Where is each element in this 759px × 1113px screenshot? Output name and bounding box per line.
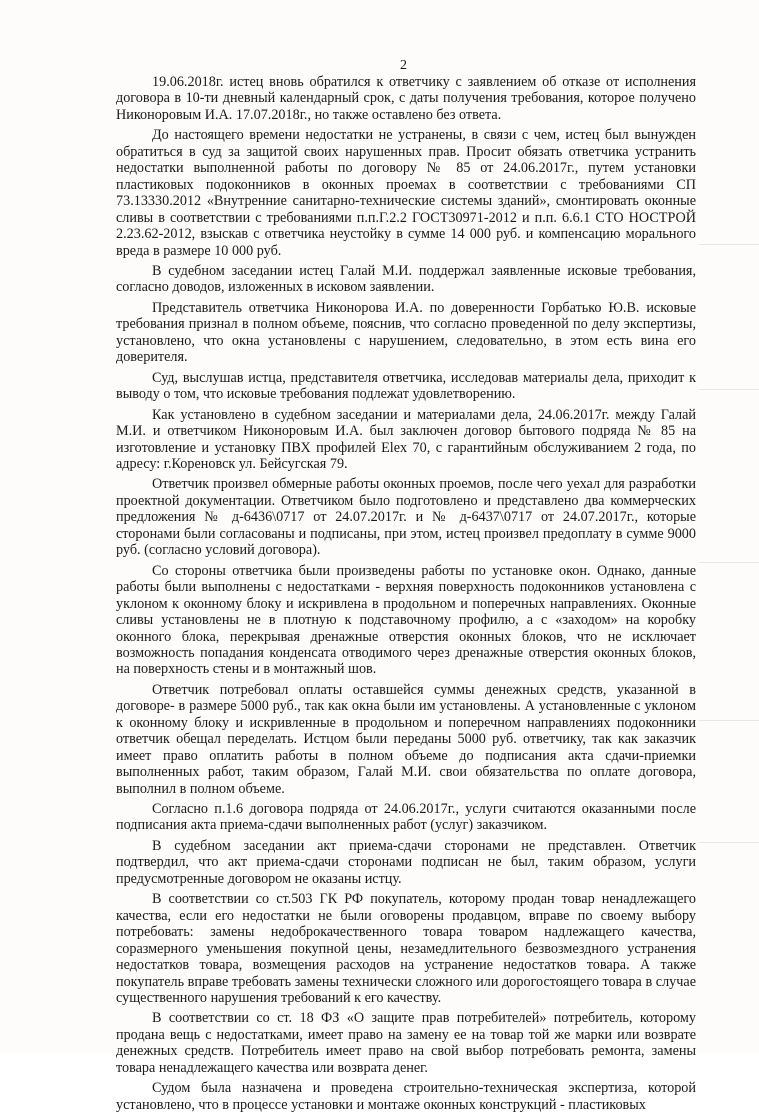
show-through-mark [699, 389, 759, 390]
paragraph: Суд, выслушав истца, представителя ответчика, исследовав материалы дела, приходит к выводу о том, что исковые требования подлежат удовлетворению. [116, 369, 696, 403]
paragraph: Как установлено в судебном заседании и материалами дела, 24.06.2017г. между Галай М.И. и ответчиком Никоноровым И.А. был заключен договор бытового подряда № 85 на изготовление и установку ПВХ профилей Elex 70, с гарантийным обслуживанием 2 года, по адресу: г.Кореновск ул. Бейсугская 79. [116, 406, 696, 472]
document-body [116, 74, 696, 1113]
show-through-mark [699, 842, 759, 843]
paragraph: Согласно п.1.6 договора подряда от 24.06.2017г., услуги считаются оказанными после подписания акта приема-сдачи выполненных работ (услуг) заказчиком. [116, 801, 696, 834]
show-through-mark [699, 244, 759, 245]
paragraph: Ответчик потребовал оплаты оставшейся суммы денежных средств, указанной в договоре- в размере 5000 руб., так как окна были им установлены. А установленные с уклоном к оконному блоку и искривленные в продольном и поперечном направлениях подоконники ответчик обещал переделать. Истцом были переданы 5000 руб. ответчику, так как заказчик имеет право оплатить работы в полном объеме до подписания акта сдачи-приемки выполненных работ, таким образом, Галай М.И. свои обязательства по оплате договора, выполнил в полном объеме. [116, 681, 696, 797]
page-number: 2 [400, 58, 407, 73]
paragraph: В судебном заседании истец Галай М.И. поддержал заявленные исковые требования, согласно доводов, изложенных в исковом заявлении. [116, 262, 696, 296]
paragraph: В соответствии со ст. 18 ФЗ «О защите прав потребителей» потребитель, которому продана вещь с недостатками, имеет право на замену ее на товар той же марки или возврате денежных средств. Потребитель имеет право на свой выбор потребовать ремонта, замены товара ненадлежащего качества или возврата денег. [116, 1010, 696, 1076]
paragraph: Ответчик произвел обмерные работы оконных проемов, после чего уехал для разработки проектной документации. Ответчиком было подготовлено и представлено два коммерческих предложения № д-6436\0717 от 24.07.2017г. и № д-6437\0717 от 24.07.2017г., которые сторонами были согласованы и подписаны, при этом, истец произвел предоплату в сумме 9000 руб. (согласно условий договора). [116, 476, 696, 559]
paragraph: Представитель ответчика Никонорова И.А. по доверенности Горбатько Ю.В. исковые требования признал в полном объеме, пояснив, что согласно проведенной по делу экспертизы, установлено, что окна установлены с нарушением, следовательно, в этом есть вина его доверителя. [116, 299, 696, 366]
paragraph: 19.06.2018г. истец вновь обратился к ответчику с заявлением об отказе от исполнения договора в 10-ти дневный календарный срок, с даты получения требования, которое получено Никоноровым И.А. 17.07.2018г., но также оставлено без ответа. [116, 74, 696, 123]
paragraph: До настоящего времени недостатки не устранены, в связи с чем, истец был вынужден обратиться в суд за защитой своих нарушенных прав. Просит обязать ответчика устранить недостатки выполненной работы по договору № 85 от 24.06.2017г., путем установки пластиковых подоконников в оконных проемах в соответствии с требованиями СП 73.13330.2012 «Внутренние санитарно-технические системы зданий», смонтировать оконные сливы в соответствии с требованиями п.п.Г.2.2 ГОСТ30971-2012 и п.п. 6.6.1 СТО НОСТРОЙ 2.23.62-2012, взыскав с ответчика неустойку в сумме 14 000 руб. и компенсацию морального вреда в размере 10 000 руб. [116, 127, 696, 259]
show-through-mark [699, 720, 759, 721]
paragraph: Со стороны ответчика были произведены работы по установке окон. Однако, данные работы были выполнены с недостатками - верхняя поверхность подоконников установлена с уклоном к оконному блоку и искривлена в продольном и поперечных направлениях. Оконные сливы установлены не в плотную к подставочному профилю, а с «заходом» на коробку оконного блока, перекрывая дренажные отверстия оконных блоков, что не исключает возможность попадания конденсата отводимого через дренажные отверстия оконных блоков, на поверхность стены и в монтажный шов. [116, 562, 696, 678]
paragraph: В судебном заседании акт приема-сдачи сторонами не представлен. Ответчик подтвердил, что акт приема-сдачи сторонами подписан не был, таким образом, услуги предусмотренные договором не оказаны истцу. [116, 837, 696, 887]
show-through-mark [699, 562, 759, 563]
paragraph: В соответствии со ст.503 ГК РФ покупатель, которому продан товар ненадлежащего качества, если его недостатки не были оговорены продавцом, вправе по своему выбору потребовать: замены недоброкачественного товара товаром надлежащего качества, соразмерного уменьшения покупной цены, незамедлительного безвозмездного устранения недостатков товара, возмещения расходов на устранение недостатков товара. А также покупатель вправе требовать замены технически сложного или дорогостоящего товара в случае существенного нарушения требований к его качеству. [116, 891, 696, 1007]
paragraph: Судом была назначена и проведена строительно-техническая экспертиза, которой установлено, что в процессе установки и монтаже оконных конструкций - пластиковых [116, 1080, 696, 1113]
